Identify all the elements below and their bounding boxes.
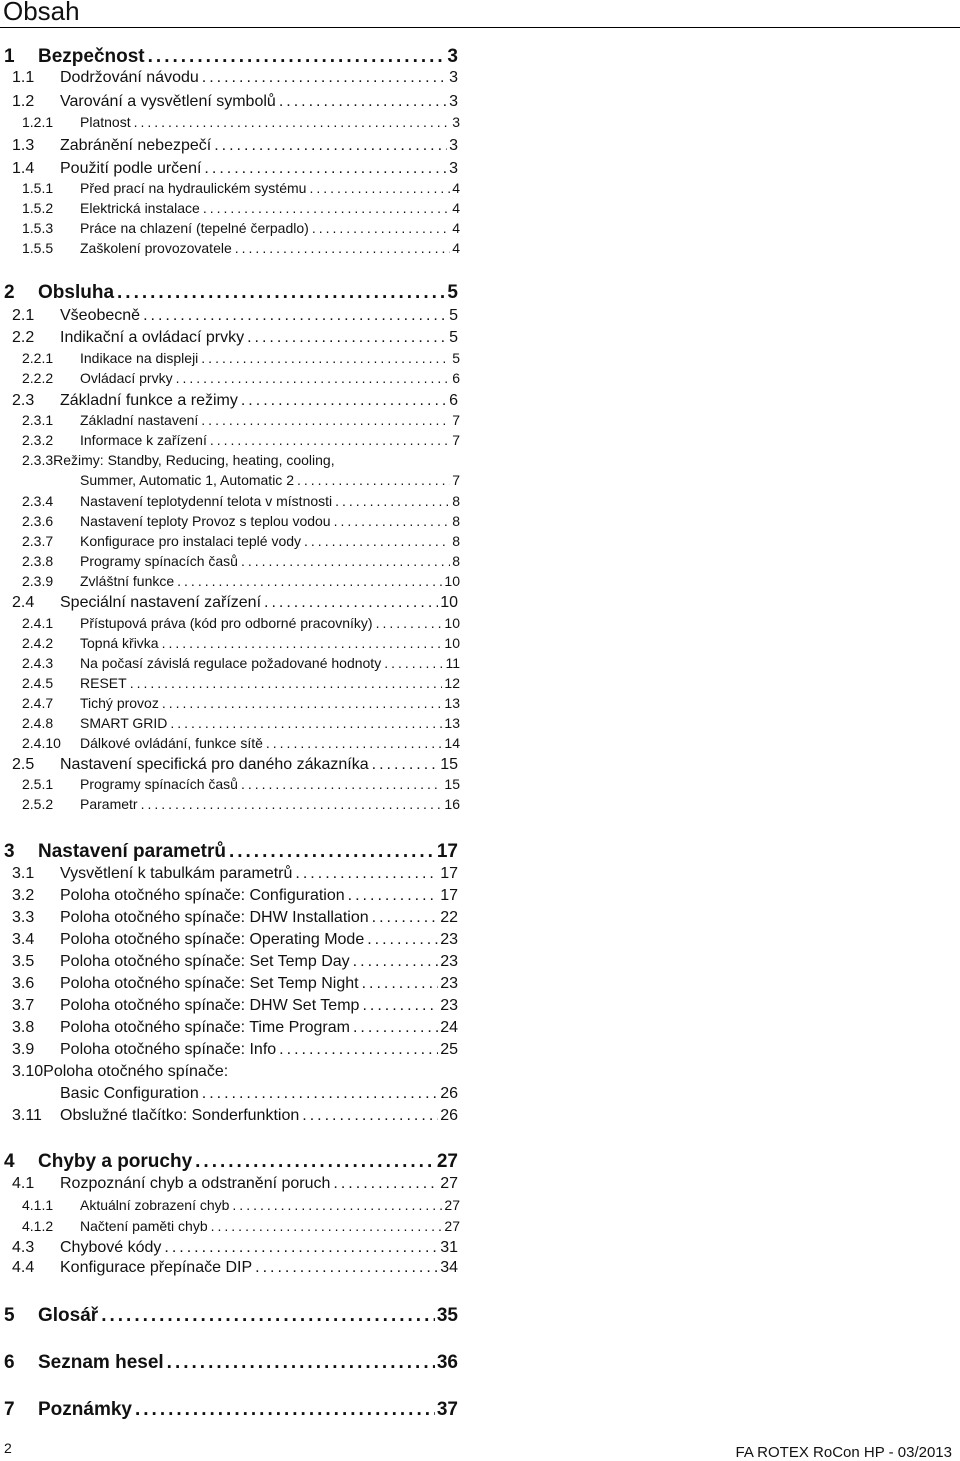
toc-leader-dots (132, 1398, 435, 1421)
toc-leader-dots (238, 775, 442, 793)
toc-label: Seznam hesel (38, 1352, 164, 1373)
toc-number: 1.5.1 (22, 180, 54, 196)
toc-page-number: 10 (444, 573, 460, 589)
toc-entry-row[interactable] (22, 654, 460, 672)
toc-number: 4.3 (12, 1239, 35, 1256)
toc-entry-row[interactable] (22, 492, 460, 510)
toc-label: Poloha otočného spínače: Time Program (60, 1019, 350, 1036)
toc-page-number: 26 (440, 1085, 458, 1102)
toc-label: Vysvětlení k tabulkám parametrů (60, 865, 293, 882)
toc-entry-row[interactable] (22, 239, 460, 257)
toc-page-number: 17 (440, 887, 458, 904)
toc-leader-dots (364, 930, 438, 950)
toc-number: 2.3 (12, 392, 35, 409)
toc-number: 3.8 (12, 1019, 35, 1036)
toc-entry-row[interactable] (22, 552, 460, 570)
toc-label: Nastavení teplotydenní telota v místnosti (80, 493, 333, 509)
page-header (0, 0, 960, 28)
toc-label: Použití podle určení (60, 160, 202, 177)
toc-page-number: 4 (452, 240, 460, 256)
toc-chapter-row[interactable] (4, 1398, 458, 1421)
toc-leader-dots (229, 1196, 442, 1214)
toc-leader-dots (359, 974, 439, 994)
toc-label: Nastavení specifická pro daného zákazníka (60, 756, 369, 773)
toc-label: Dálkové ovládání, funkce sítě (80, 735, 263, 751)
toc-number: 4.1.1 (22, 1197, 54, 1213)
toc-leader-dots (127, 674, 443, 692)
toc-label: Konfigurace přepínače DIP (60, 1259, 253, 1276)
toc-label: Poloha otočného spínače: Operating Mode (60, 931, 365, 948)
toc-number: 2.4.10 (22, 735, 61, 751)
toc-label: Informace k zařízení (80, 432, 207, 448)
page-title: Obsah (3, 0, 80, 26)
toc-number: 4.1.2 (22, 1218, 54, 1234)
toc-label: Indikace na displeji (80, 350, 199, 366)
toc-label: RESET (80, 675, 127, 691)
toc-entry-row[interactable] (22, 795, 460, 813)
toc-label: Poznámky (38, 1399, 132, 1420)
toc-leader-dots (261, 593, 438, 613)
toc-number: 5 (4, 1305, 15, 1326)
toc-leader-dots (238, 552, 450, 570)
toc-entry-row[interactable] (12, 136, 458, 156)
toc-entry-row[interactable] (22, 113, 460, 131)
toc-label: Práce na chlazení (tepelné čerpadlo) (80, 220, 309, 236)
toc-label: SMART GRID (80, 715, 168, 731)
toc-entry-row[interactable] (22, 1196, 460, 1214)
toc-page-number: 34 (440, 1259, 458, 1276)
toc-label: Na počasí závislá regulace požadované hodnoty (80, 655, 382, 671)
toc-page-number: 3 (449, 93, 458, 110)
toc-number: 2.5.2 (22, 796, 54, 812)
toc-number: 2.1 (12, 307, 35, 324)
toc-number: 2.2 (12, 329, 35, 346)
toc-number: 2.3.3 (22, 452, 54, 468)
toc-leader-dots (252, 1258, 438, 1278)
toc-leader-dots (159, 634, 443, 652)
toc-number: 1.5.2 (22, 200, 54, 216)
toc-chapter-row[interactable] (4, 281, 458, 304)
toc-leader-dots (138, 795, 443, 813)
toc-label: Poloha otočného spínače: DHW Set Temp (60, 997, 360, 1014)
toc-label: Dodržování návodu (60, 69, 199, 86)
toc-page-number: 25 (440, 1041, 458, 1058)
toc-leader-dots (164, 1351, 435, 1374)
toc-page-number: 3 (452, 114, 460, 130)
toc-number: 3.2 (12, 887, 35, 904)
toc-leader-dots (173, 369, 451, 387)
toc-label: Obslužné tlačítko: Sonderfunktion (60, 1107, 300, 1124)
toc-page-number: 8 (452, 553, 460, 569)
toc-label: Bezpečnost (38, 46, 145, 67)
toc-number: 2.4.3 (22, 655, 54, 671)
toc-number: 1.2.1 (22, 114, 54, 130)
toc-leader-dots (207, 431, 450, 449)
toc-entry-first-line[interactable] (22, 451, 335, 469)
toc-page-number: 11 (445, 655, 460, 671)
toc-leader-dots (309, 219, 450, 237)
toc-entry-row[interactable] (12, 1018, 458, 1038)
toc-page-number: 27 (440, 1175, 458, 1192)
toc-number: 3.6 (12, 975, 35, 992)
toc-leader-dots (145, 45, 446, 68)
toc-page-number: 23 (440, 975, 458, 992)
toc-leader-dots (301, 532, 450, 550)
toc-number: 2.4.2 (22, 635, 54, 651)
toc-number: 2.3.6 (22, 513, 54, 529)
toc-entry-row[interactable] (22, 572, 460, 590)
toc-number: 2.3.8 (22, 553, 54, 569)
toc-page-number: 5 (449, 307, 458, 324)
toc-chapter-row[interactable] (4, 1351, 458, 1374)
toc-entry-row[interactable] (22, 694, 460, 712)
toc-entry-row[interactable] (12, 755, 458, 775)
toc-label: Načtení paměti chyb (80, 1218, 208, 1234)
toc-leader-dots (199, 1084, 438, 1104)
toc-leader-dots (299, 1106, 438, 1126)
toc-number: 3 (4, 841, 15, 862)
toc-leader-dots (244, 328, 447, 348)
toc-leader-dots (276, 92, 447, 112)
toc-entry-row[interactable] (22, 775, 460, 793)
toc-label: Základní funkce a režimy (60, 392, 238, 409)
toc-entry-row[interactable] (12, 593, 458, 613)
toc-page-number: 4 (452, 200, 460, 216)
toc-leader-dots (211, 136, 447, 156)
toc-page-number: 16 (444, 796, 460, 812)
toc-number: 3.7 (12, 997, 35, 1014)
toc-leader-dots (306, 179, 450, 197)
toc-entry-first-line[interactable] (12, 1062, 228, 1082)
toc-page-number: 14 (444, 735, 460, 751)
toc-entry-row[interactable] (12, 952, 458, 972)
toc-page-number: 15 (440, 756, 458, 773)
toc-leader-dots (201, 159, 447, 179)
toc-label: Topná křivka (80, 635, 159, 651)
toc-label: Zaškolení provozovatele (80, 240, 232, 256)
toc-label: Elektrická instalace (80, 200, 200, 216)
toc-page-number: 23 (440, 997, 458, 1014)
toc-number: 1.1 (12, 69, 35, 86)
toc-number: 3.1 (12, 865, 35, 882)
toc-leader-dots (232, 239, 450, 257)
toc-leader-dots (330, 1174, 438, 1194)
toc-page-number: 10 (444, 615, 460, 631)
toc-label: Speciální nastavení zařízení (60, 594, 262, 611)
toc-page-number: 8 (452, 513, 460, 529)
toc-page-number: 5 (452, 350, 460, 366)
toc-label: Všeobecně (60, 307, 141, 324)
toc-page-number: 3 (449, 160, 458, 177)
toc-number: 1.5.3 (22, 220, 54, 236)
toc-leader-dots (359, 996, 438, 1016)
toc-entry-row[interactable] (12, 1258, 458, 1278)
toc-label: Obsluha (38, 282, 115, 303)
toc-leader-dots (159, 694, 443, 712)
toc-label: Glosář (38, 1305, 99, 1326)
toc-entry-row[interactable] (22, 512, 460, 530)
toc-entry-row[interactable] (22, 471, 460, 489)
toc-entry-row[interactable] (22, 674, 460, 692)
toc-label: Poloha otočného spínače: Info (60, 1041, 277, 1058)
toc-entry-row[interactable] (12, 306, 458, 326)
toc-page-number: 31 (440, 1239, 458, 1256)
page-number: 2 (4, 1440, 12, 1456)
toc-label: Nastavení teploty Provoz s teplou vodou (80, 513, 331, 529)
toc-leader-dots (198, 411, 450, 429)
toc-number: 2.4 (12, 594, 35, 611)
toc-number: 2.4.7 (22, 695, 54, 711)
toc-entry-row[interactable] (12, 1040, 458, 1060)
toc-entry-row[interactable] (22, 411, 460, 429)
toc-entry-row[interactable] (12, 1238, 458, 1258)
toc-leader-dots (174, 572, 442, 590)
toc-number: 6 (4, 1352, 15, 1373)
toc-page-number: 36 (436, 1352, 458, 1373)
toc-page-number: 4 (452, 220, 460, 236)
toc-leader-dots (263, 734, 443, 752)
toc-leader-dots (292, 864, 438, 884)
toc-entry-row[interactable] (12, 996, 458, 1016)
toc-entry-row[interactable] (12, 1174, 458, 1194)
toc-page-number: 17 (440, 865, 458, 882)
toc-label: Poloha otočného spínače: Set Temp Night (60, 975, 359, 992)
toc-page-number: 4 (452, 180, 460, 196)
toc-label: Zabránění nebezpečí (60, 137, 212, 154)
toc-leader-dots (98, 1304, 435, 1327)
toc-leader-dots (350, 952, 439, 972)
toc-label: Programy spínacích časů (80, 553, 238, 569)
toc-entry-row[interactable] (22, 532, 460, 550)
toc-page-number: 22 (440, 909, 458, 926)
toc-leader-dots (345, 886, 439, 906)
toc-number: 2.2.1 (22, 350, 54, 366)
toc-number: 2.5.1 (22, 776, 54, 792)
toc-entry-row[interactable] (22, 179, 460, 197)
toc-label: Ovládací prvky (80, 370, 173, 386)
toc-number: 2.4.8 (22, 715, 54, 731)
toc-page-number: 13 (444, 695, 460, 711)
toc-leader-dots (199, 68, 447, 88)
toc-label: Chyby a poruchy (38, 1151, 193, 1172)
toc-number: 3.3 (12, 909, 35, 926)
toc-label: Parametr (80, 796, 138, 812)
toc-chapter-row[interactable] (4, 45, 458, 68)
toc-leader-dots (140, 306, 447, 326)
toc-entry-row[interactable] (22, 734, 460, 752)
toc-leader-dots (161, 1238, 438, 1258)
toc-number: 4.4 (12, 1259, 35, 1276)
toc-label: Před prací na hydraulickém systému (80, 180, 307, 196)
toc-number: 2 (4, 282, 15, 303)
toc-leader-dots (369, 755, 439, 775)
toc-number: 2.3.7 (22, 533, 54, 549)
toc-entry-row[interactable] (12, 391, 458, 411)
toc-page-number: 8 (452, 533, 460, 549)
toc-label: Indikační a ovládací prvky (60, 329, 245, 346)
toc-leader-dots (167, 714, 442, 732)
toc-entry-row[interactable] (12, 974, 458, 994)
toc-number: 7 (4, 1399, 15, 1420)
toc-page-number: 24 (440, 1019, 458, 1036)
toc-leader-dots (192, 1150, 435, 1173)
toc-entry-row[interactable] (22, 219, 460, 237)
toc-page-number: 27 (444, 1197, 460, 1213)
toc-number: 2.5 (12, 756, 35, 773)
toc-page-number: 26 (440, 1107, 458, 1124)
toc-leader-dots (226, 840, 435, 863)
toc-entry-row[interactable] (12, 68, 458, 88)
toc-label: Režimy: Standby, Reducing, heating, cooling, (53, 452, 335, 468)
toc-entry-row[interactable] (22, 714, 460, 732)
toc-leader-dots (294, 471, 450, 489)
toc-entry-row[interactable] (22, 349, 460, 367)
toc-label: Tichý provoz (80, 695, 159, 711)
toc-number: 3.5 (12, 953, 35, 970)
toc-label: Poloha otočného spínače: Configuration (60, 887, 345, 904)
toc-page-number: 5 (449, 329, 458, 346)
toc-label: Základní nastavení (80, 412, 199, 428)
toc-leader-dots (381, 654, 443, 672)
toc-page-number: 6 (452, 370, 460, 386)
toc-label: Varování a vysvětlení symbolů (60, 93, 276, 110)
toc-page-number: 10 (440, 594, 458, 611)
toc-number: 2.4.5 (22, 675, 54, 691)
toc-label: Basic Configuration (60, 1085, 199, 1102)
toc-label: Poloha otočného spínače: Set Temp Day (60, 953, 350, 970)
toc-number: 2.3.9 (22, 573, 54, 589)
toc-entry-row[interactable] (22, 614, 460, 632)
toc-entry-row[interactable] (12, 1084, 458, 1104)
toc-chapter-row[interactable] (4, 1150, 458, 1173)
toc-number: 3.4 (12, 931, 35, 948)
toc-leader-dots (200, 199, 450, 217)
toc-entry-row[interactable] (22, 431, 460, 449)
toc-entry-row[interactable] (12, 1106, 458, 1126)
toc-entry-row[interactable] (12, 930, 458, 950)
toc-page-number: 12 (444, 675, 460, 691)
toc-leader-dots (276, 1040, 438, 1060)
toc-leader-dots (238, 391, 447, 411)
toc-entry-row[interactable] (22, 1217, 460, 1235)
toc-page-number: 35 (436, 1305, 458, 1326)
toc-label: Aktuální zobrazení chyb (80, 1197, 230, 1213)
toc-chapter-row[interactable] (4, 1304, 458, 1327)
toc-leader-dots (331, 512, 451, 530)
toc-entry-row[interactable] (22, 199, 460, 217)
toc-page-number: 7 (452, 412, 460, 428)
toc-page-number: 5 (447, 282, 458, 303)
toc-label: Konfigurace pro instalaci teplé vody (80, 533, 302, 549)
toc-page-number: 3 (449, 137, 458, 154)
toc-leader-dots (208, 1217, 443, 1235)
toc-page-number: 3 (447, 46, 458, 67)
document-id: FA ROTEX RoCon HP - 03/2013 (735, 1444, 952, 1461)
toc-label: Rozpoznání chyb a odstranění poruch (60, 1175, 331, 1192)
toc-number: 2.3.1 (22, 412, 54, 428)
toc-page-number: 27 (444, 1218, 460, 1234)
toc-label: Nastavení parametrů (38, 841, 226, 862)
toc-page-number: 17 (436, 841, 458, 862)
toc-number: 2.4.1 (22, 615, 54, 631)
toc-entry-row[interactable] (12, 92, 458, 112)
toc-label: Chybové kódy (60, 1239, 162, 1256)
toc-page-number: 6 (449, 392, 458, 409)
toc-number: 2.3.2 (22, 432, 54, 448)
toc-number: 3.9 (12, 1041, 35, 1058)
toc-entry-row[interactable] (22, 369, 460, 387)
toc-label: Zvláštní funkce (80, 573, 175, 589)
toc-number: 1.3 (12, 137, 35, 154)
toc-page-number: 7 (452, 472, 460, 488)
toc-page-number: 15 (444, 776, 460, 792)
toc-label: Přístupová práva (kód pro odborné pracovníky) (80, 615, 373, 631)
toc-entry-row[interactable] (12, 908, 458, 928)
toc-number: 4 (4, 1151, 15, 1172)
toc-number: 1.4 (12, 160, 35, 177)
toc-label: Poloha otočného spínače: DHW Installation (60, 909, 369, 926)
toc-page-number: 23 (440, 931, 458, 948)
toc-entry-row[interactable] (22, 634, 460, 652)
toc-number: 2.3.4 (22, 493, 54, 509)
toc-number: 2.2.2 (22, 370, 54, 386)
toc-leader-dots (131, 113, 451, 131)
toc-leader-dots (114, 281, 445, 304)
toc-page-number: 13 (444, 715, 460, 731)
toc-entry-row[interactable] (12, 864, 458, 884)
toc-label: Summer, Automatic 1, Automatic 2 (80, 472, 294, 488)
toc-label: Programy spínacích časů (80, 776, 238, 792)
toc-page-number: 8 (452, 493, 460, 509)
toc-leader-dots (332, 492, 450, 510)
toc-entry-row[interactable] (12, 328, 458, 348)
toc-leader-dots (373, 614, 443, 632)
toc-leader-dots (350, 1018, 438, 1038)
toc-number: 1.2 (12, 93, 35, 110)
toc-number: 4.1 (12, 1175, 35, 1192)
toc-chapter-row[interactable] (4, 840, 458, 863)
toc-number: 1.5.5 (22, 240, 54, 256)
toc-leader-dots (198, 349, 450, 367)
toc-page-number: 23 (440, 953, 458, 970)
toc-entry-row[interactable] (12, 886, 458, 906)
toc-page-number: 27 (436, 1151, 458, 1172)
toc-page-number: 7 (452, 432, 460, 448)
toc-entry-row[interactable] (12, 159, 458, 179)
toc-label: Platnost (80, 114, 131, 130)
toc-number: 3.11 (12, 1107, 42, 1124)
toc-number: 3.10 (12, 1063, 44, 1080)
toc-page-number: 10 (444, 635, 460, 651)
toc-page-number: 37 (436, 1399, 458, 1420)
toc-page-number: 3 (449, 69, 458, 86)
toc-label: Poloha otočného spínače: (43, 1063, 229, 1080)
toc-number: 1 (4, 46, 15, 67)
toc-leader-dots (369, 908, 439, 928)
